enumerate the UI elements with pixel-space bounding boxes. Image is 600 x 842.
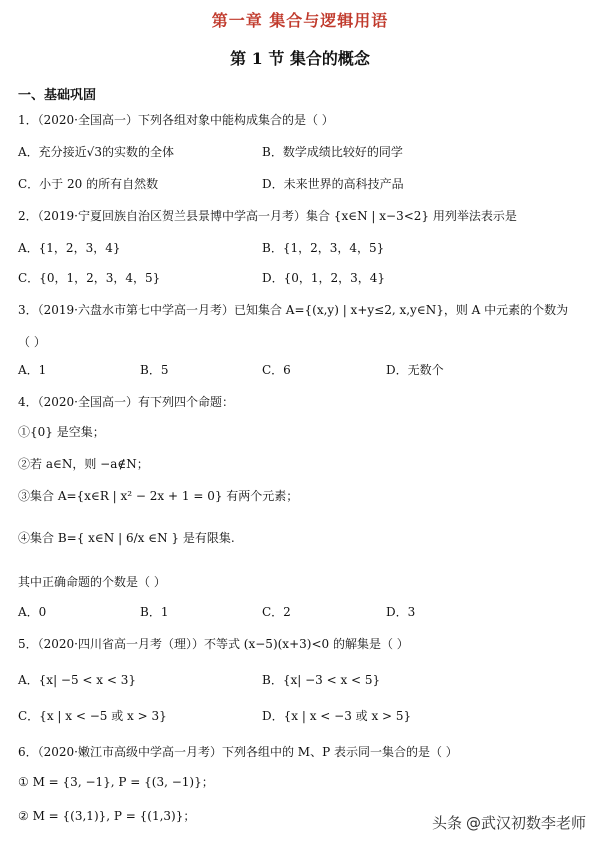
question-4-ask: 其中正确命题的个数是（ ） xyxy=(18,575,166,589)
question-4-option-c: C．2 xyxy=(262,605,291,619)
question-6-pair-1: ① M = {3, −1}, P = {(3, −1)}； xyxy=(18,775,214,789)
question-2-option-d: D．{0，1，2，3，4} xyxy=(262,271,386,285)
question-4-option-a: A．0 xyxy=(18,605,47,619)
toutiao-logo: 头条 xyxy=(431,814,462,832)
question-5-stem: 5．（2020·四川省高一月考（理））不等式 (x−5)(x+3)<0 的解集是（ ） xyxy=(18,637,409,651)
question-3-stem: 3．（2019·六盘水市第七中学高一月考）已知集合 A={(x,y) | x+y≤2, x,y∈N}，则 A 中元素的个数为 xyxy=(18,303,569,317)
question-3-option-a: A．1 xyxy=(18,363,47,377)
question-2-option-b: B．{1，2，3，4，5} xyxy=(262,241,385,255)
question-4-option-d: D．3 xyxy=(386,605,416,619)
question-3-option-c: C．6 xyxy=(262,363,291,377)
watermark-author: @武汉初数李老师 xyxy=(465,814,586,832)
question-4-option-b: B．1 xyxy=(140,605,169,619)
question-4-proposition-1: ①{0} 是空集； xyxy=(18,425,105,439)
question-1-option-b: B．数学成绩比较好的同学 xyxy=(262,145,403,159)
question-3-option-b: B．5 xyxy=(140,363,169,377)
watermark xyxy=(432,812,586,833)
question-1-option-a: A．充分接近√3的实数的全体 xyxy=(18,145,174,159)
question-4-proposition-3: ③集合 A={x∈R | x² − 2x + 1 = 0} 有两个元素； xyxy=(18,489,299,503)
question-3-option-d: D．无数个 xyxy=(386,363,444,377)
question-4-stem: 4．（2020·全国高一）有下列四个命题： xyxy=(18,395,234,409)
question-5-option-b: B．{x| −3 < x < 5} xyxy=(262,673,381,687)
question-6-stem: 6．（2020·嫩江市高级中学高一月考）下列各组中的 M、P 表示同一集合的是（ ） xyxy=(18,745,458,759)
question-4-proposition-2: ②若 a∈N，则 −a∉N； xyxy=(18,457,149,471)
question-1-stem: 1．（2020·全国高一）下列各组对象中能构成集合的是（ ） xyxy=(18,113,334,127)
question-5-option-a: A．{x| −5 < x < 3} xyxy=(18,673,137,687)
question-2-stem: 2．（2019·宁夏回族自治区贺兰县景博中学高一月考）集合 {x∈N | x−3<2} 用列举法表示是 xyxy=(18,209,517,223)
question-4-proposition-4: ④集合 B={ x∈N | 6/x ∈N } 是有限集. xyxy=(18,531,235,545)
part-heading: 一、基础巩固 xyxy=(18,88,97,103)
section-title: 第 1 节 集合的概念 xyxy=(230,49,370,68)
chapter-title: 第一章 集合与逻辑用语 xyxy=(211,11,389,30)
question-6-pair-2: ② M = {(3,1)}, P = {(1,3)}； xyxy=(18,809,196,823)
question-2-option-a: A．{1，2，3，4} xyxy=(18,241,121,255)
question-2-option-c: C．{0，1，2，3，4，5} xyxy=(18,271,161,285)
question-5-option-c: C．{x | x < −5 或 x > 3} xyxy=(18,709,167,723)
question-1-option-d: D．未来世界的高科技产品 xyxy=(262,177,404,191)
question-3-answer-paren: （ ） xyxy=(18,335,46,349)
question-5-option-d: D．{x | x < −3 或 x > 5} xyxy=(262,709,412,723)
question-1-option-c: C．小于 20 的所有自然数 xyxy=(18,177,159,191)
